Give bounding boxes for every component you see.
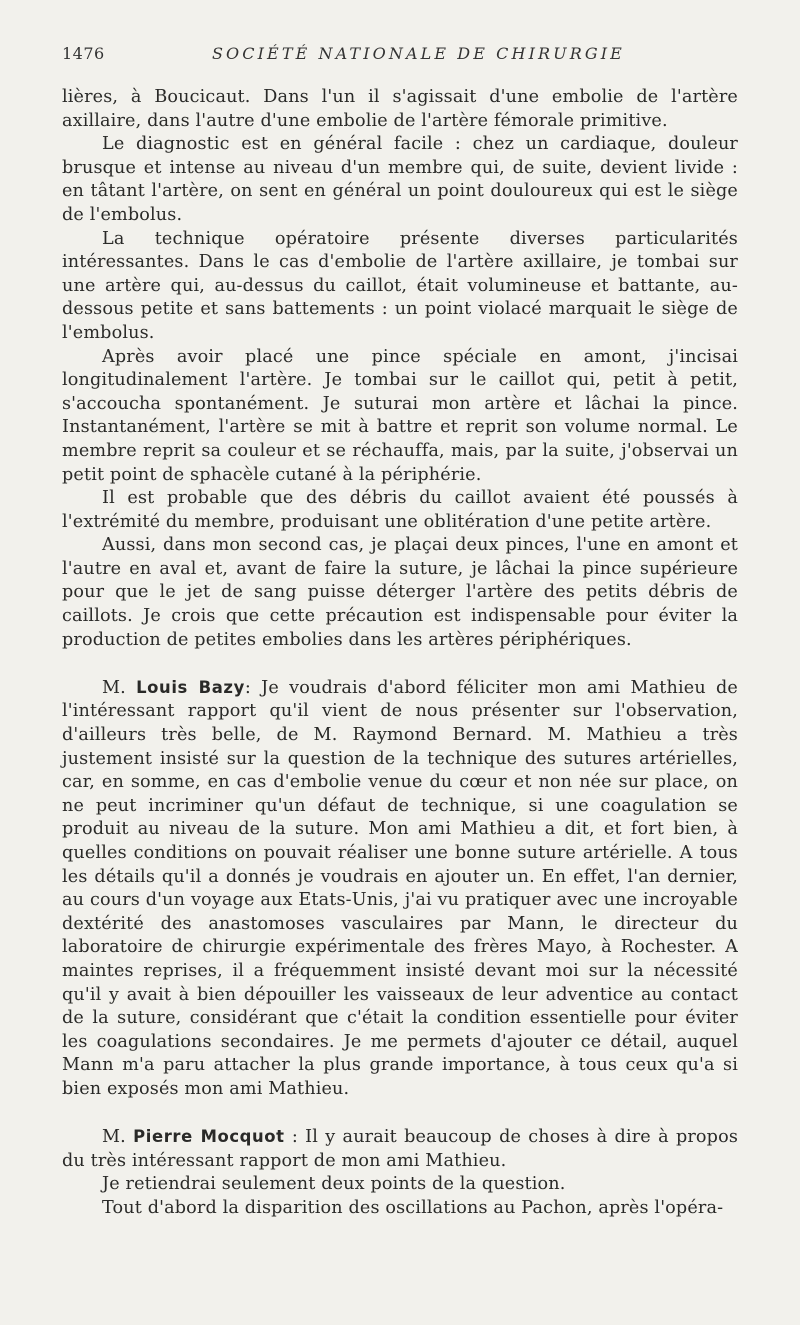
mocquot-text: : Il y aurait beaucoup de choses à dire à propos du très intéressant rapport de mon ami Mathieu. [62,1127,738,1171]
paragraph-procedure: Après avoir placé une pince spéciale en amont, j'incisai longitudinalement l'artère. Je tombai sur le caillot qui, petit à petit, s'accoucha spontanément. Je suturai mon artère et lâchai la pince. Instantanément, l'artère se mit à battre et reprit son volume normal. Le membre reprit sa couleur et se réchauffa, mais, par la suite, j'observai un petit point de sphacèle cutané à la périphérie. [62,346,738,485]
speaker-name-bazy: Louis Bazy [136,677,245,697]
paragraph-technique: La technique opératoire présente diverses particularités intéressantes. Dans le cas d'embolie de l'artère axillaire, je tombai sur une artère qui, au-dessus du caillot, était volumineuse et battante, au-dessous petite et sans battements : un point violacé marquait le siège de l'embolus. [62,228,738,343]
paragraph-second-case: Aussi, dans mon second cas, je plaçai deux pinces, l'une en amont et l'autre en aval et, avant de faire la suture, je lâchai la pince supérieure pour que le jet de sang puisse déterger l'artère des petits débris de caillots. Je crois que cette précaution est indispensable pour éviter la production de petites embolies dans les artères périphériques. [62,535,738,650]
paragraph-diagnostic: Le diagnostic est en général facile : chez un cardiaque, douleur brusque et intense au niveau d'un membre qui, de suite, devient livide : en tâtant l'artère, on sent en général un point douloureux qui est le siège de l'embolus. [62,134,738,225]
page-header [62,44,738,68]
mocquot-paragraph-3: Tout d'abord la disparition des oscillations au Pachon, après l'opéra- [102,1197,724,1218]
running-head: SOCIÉTÉ NATIONALE DE CHIRURGIE [212,44,625,63]
speaker-title: M. [102,1127,126,1148]
speaker-title: M. [102,677,126,698]
mocquot-paragraph-2: Je retiendrai seulement deux points de la question. [102,1174,566,1195]
body-text [62,86,738,1221]
mocquot-remarks [62,1125,738,1173]
bazy-text: : Je voudrais d'abord féliciter mon ami Mathieu de l'intéressant rapport qu'il vient de nous présenter sur l'observation, d'ailleurs très belle, de M. Raymond Bernard. M. Mathieu a très justement insisté sur la question de la technique des sutures artérielles, car, en somme, en cas d'embolie venue du cœur et non née sur place, on ne peut incriminer qu'un défaut de technique, si une coagulation se produit au niveau de la suture. Mon ami Mathieu a dit, et fort bien, à quelles conditions on pouvait réaliser une bonne suture artérielle. A tous les détails qu'il a donnés je voudrais en ajouter un. En effet, l'an dernier, au cours d'un voyage aux Etats-Unis, j'ai vu pratiquer avec une incroyable dextérité des anastomoses vasculaires par Mann, le directeur du laboratoire de chirurgie expérimentale des frères Mayo, à Rochester. A maintes reprises, il a fréquemment insisté devant moi sur la nécessité qu'il y avait à bien dépouiller les vaisseaux de leur adventice au contact de la suture, considérant que c'était la condition essentielle pour éviter les coagulations secondaires. Je me permets d'ajouter ce détail, auquel Mann m'a paru attacher la plus grande importance, à tous ceux qu'a si bien exposés mon ami Mathieu. [62,677,738,1099]
paragraph-continuation: lières, à Boucicaut. Dans l'un il s'agissait d'une embolie de l'artère axillaire, dans l'autre d'une embolie de l'artère fémorale primitive. [62,87,738,131]
page-number: 1476 [62,44,105,63]
section-gap [62,1102,738,1126]
speaker-name-mocquot: Pierre Mocquot [133,1127,285,1147]
bazy-remarks [62,676,738,1102]
paragraph-debris: Il est probable que des débris du caillot avaient été poussés à l'extrémité du membre, produisant une oblitération d'une petite artère. [62,488,738,532]
section-gap [62,652,738,676]
